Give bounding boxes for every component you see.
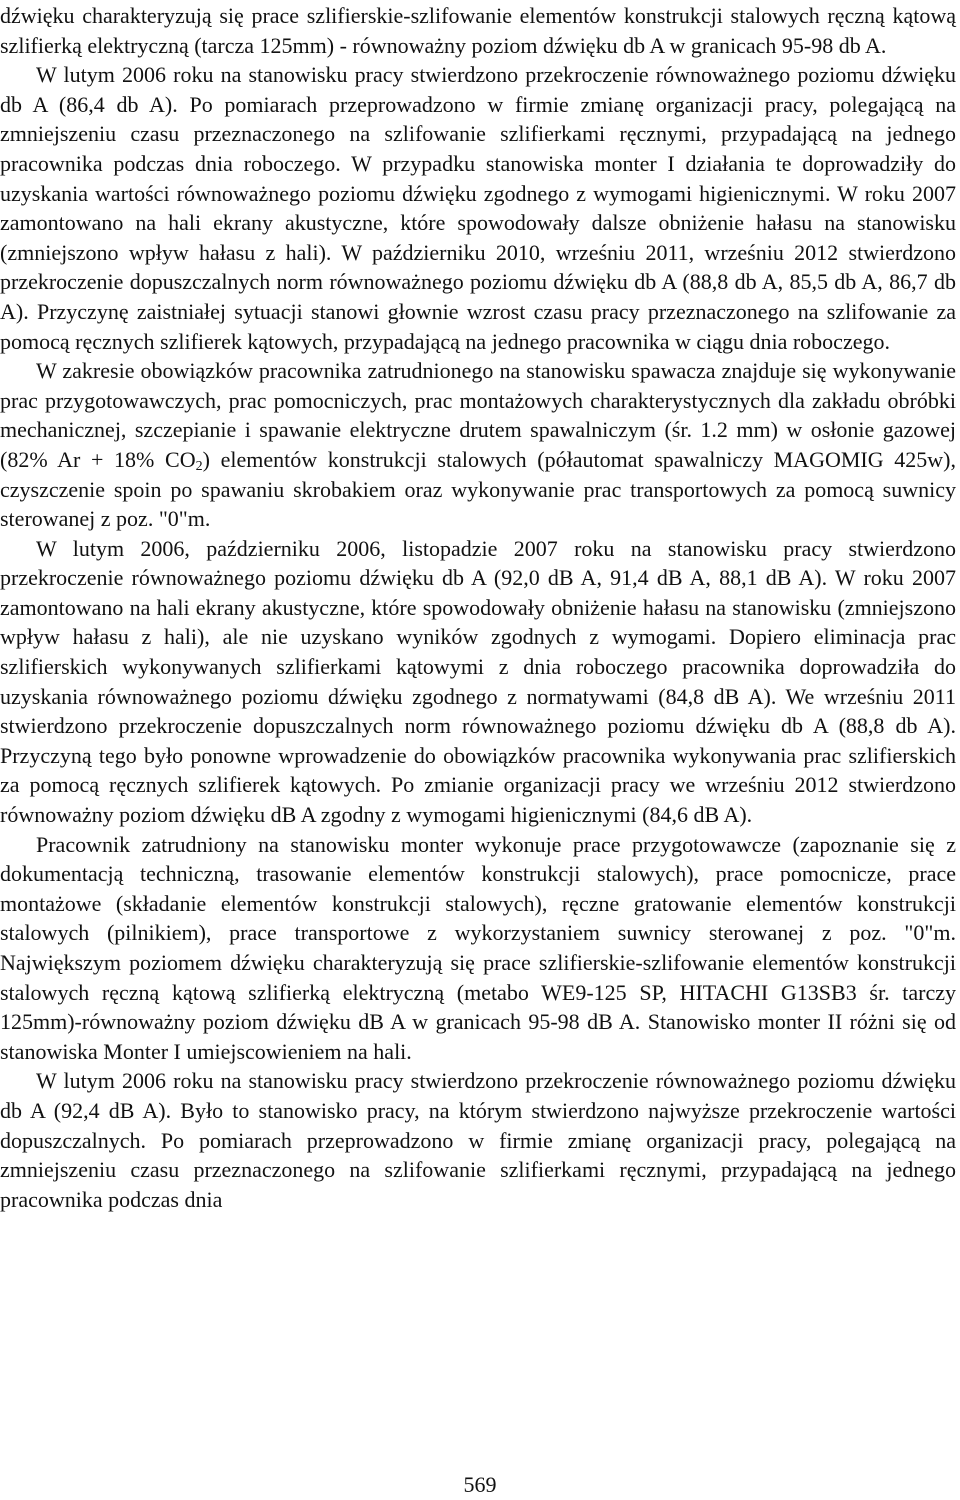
- body-text: [0, 1, 956, 1214]
- paragraph-monter-2-noise: W lutym 2006 roku na stanowisku pracy stwierdzono przekroczenie równoważnego poziomu dźwięku db A (92,4 dB A). Było to stanowisko pracy, na którym stwierdzono najwyższe przekroczenie wartości dopuszczalnych. Po pomiarach przeprowadzono w firmie zmianę organizacji pracy, polegającą na zmniejszeniu czasu przeznaczonego na szlifowanie szlifierkami ręcznymi, przypadającą na jednego pracownika podczas dnia: [0, 1068, 956, 1212]
- paragraph-welder-noise: W lutym 2006, październiku 2006, listopadzie 2007 roku na stanowisku pracy stwierdzono przekroczenie równoważnego poziomu dźwięku db A (92,0 dB A, 91,4 dB A, 88,1 dB A). W roku 2007 zamontowano na hali ekrany akustyczne, które spowodowały obniżenie hałasu na stanowisku (zmniejszono wpływ hałasu z hali), ale nie uzyskano wyników zgodnych z wymogami. Dopiero eliminacja prac szlifierskich wykonywanych szlifierkami kątowymi z dnia roboczego pracownika doprowadziła do uzyskania równoważnego poziomu dźwięku zgodnego z normatywami (84,8 dB A). We wrześniu 2011 stwierdzono przekroczenie dopuszczalnych norm równoważnego poziomu dźwięku db A (88,8 db A). Przyczyną tego było ponowne wprowadzenie do obowiązków pracownika wykonywania prac szlifierskich za pomocą ręcznych szlifierek kątowych. Po zmianie organizacji pracy we wrześniu 2012 stwierdzono równoważny poziom dźwięku dB A zgodny z wymogami higienicznymi (84,6 dB A).: [0, 535, 956, 828]
- co2-subscript: 2: [195, 458, 203, 474]
- paragraph-welder-duties: [0, 356, 956, 534]
- paragraph-welder-text-part-1: W zakresie obowiązków pracownika zatrudnionego na stanowisku spawacza znajduje się wykonywanie prac przygotowawczych, prac pomocniczych, prac montażowych charakterystycznych dla zakładu obróbki mechanicznej, szczepianie i spawanie elektryczne drutem spawalniczym (śr. 1.2 mm) w osłonie gazowej (82% Ar + 18% CO: [0, 358, 956, 472]
- paragraph-welder-text-part-2: ) elementów konstrukcji stalowych (półautomat spawalniczy MAGOMIG 425w), czyszczenie spoin po spawaniu skrobakiem oraz wykonywanie prac transportowych za pomocą suwnicy sterowanej z poz. "0"m.: [0, 446, 956, 532]
- paragraph-monter-2-duties: Pracownik zatrudniony na stanowisku monter wykonuje prace przygotowawcze (zapoznanie się z dokumentacją techniczną, trasowanie elementów konstrukcji stalowych), prace pomocnicze, prace montażowe (składanie elementów konstrukcji stalowych), ręczne gratowanie elementów konstrukcji stalowych (pilnikiem), prace transportowe z wykorzystaniem suwnicy sterowanej z poz. "0"m. Największym poziomem dźwięku charakteryzują się prace szlifierskie-szlifowanie elementów konstrukcji stalowych ręczną kątową szlifierką elektryczną (metabo WE9-125 SP, HITACHI G13SB3 śr. tarczy 125mm)-równoważny poziom dźwięku dB A w granicach 95-98 dB A. Stanowisko monter II różni się od stanowiska Monter I umiejscowieniem na hali.: [0, 831, 956, 1064]
- page-number: 569: [463, 1472, 497, 1497]
- paragraph-monter-1-noise: W lutym 2006 roku na stanowisku pracy stwierdzono przekroczenie równoważnego poziomu dźwięku db A (86,4 db A). Po pomiarach przeprowadzono w firmie zmianę organizacji pracy, polegającą na zmniejszeniu czasu przeznaczonego na szlifowanie szlifierkami ręcznymi, przypadającą na jednego pracownika podczas dnia roboczego. W przypadku stanowiska monter I działania te doprowadziły do uzyskania wartości równoważnego poziomu dźwięku zgodnego z wymogami higienicznymi. W roku 2007 zamontowano na hali ekrany akustyczne, które spowodowały dalsze obniżenie hałasu na stanowisku (zmniejszono wpływ hałasu z hali). W październiku 2010, wrześniu 2011, wrześniu 2012 stwierdzono przekroczenie dopuszczalnych norm równoważnego poziomu dźwięku db A (88,8 db A, 85,5 db A, 86,7 db A). Przyczynę zaistniałej sytuacji stanowi głownie wzrost czasu pracy przeznaczonego na szlifowanie za pomocą ręcznych szlifierek kątowych, przypadającą na jednego pracownika w ciągu dnia roboczego.: [0, 62, 956, 354]
- paragraph-continuation: dźwięku charakteryzują się prace szlifierskie-szlifowanie elementów konstrukcji stalowych ręczną kątową szlifierką elektryczną (tarcza 125mm) - równoważny poziom dźwięku db A w granicach 95-98 db A.: [0, 3, 956, 58]
